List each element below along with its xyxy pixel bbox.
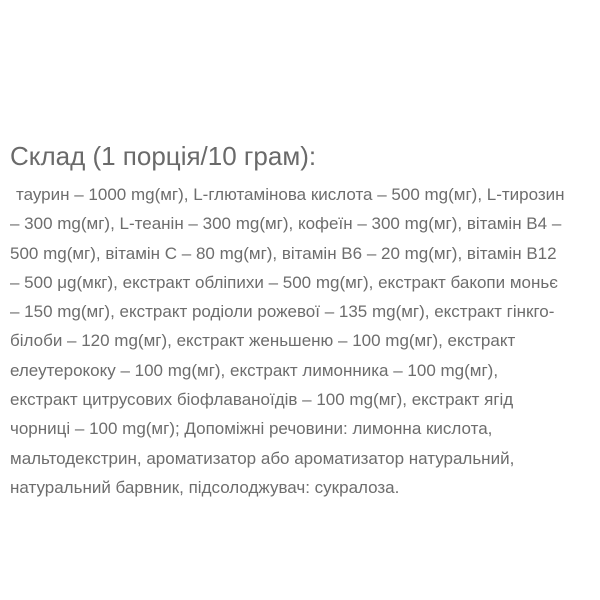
composition-line: натуральний барвник, підсолоджувач: сукралоза. <box>10 477 400 497</box>
composition-line: екстракт цитрусових біофлаваноїдів – 100 mg(мг), екстракт ягід <box>10 390 514 410</box>
composition-line: – 150 mg(мг), екстракт родіоли рожевої – 135 mg(мг), екстракт гінкго- <box>10 302 555 322</box>
composition-line: таурин – 1000 mg(мг), L-глютамінова кислота – 500 mg(мг), L-тирозин <box>16 185 565 204</box>
composition-line: 500 mg(мг), вітамін С – 80 mg(мг), вітамін B6 – 20 mg(мг), вітамін B12 <box>10 243 557 263</box>
composition-title: Склад (1 порція/10 грам): <box>10 141 317 171</box>
composition-line: – 300 mg(мг), L-теанін – 300 mg(мг), кофеїн – 300 mg(мг), вітамін B4 – <box>10 214 562 234</box>
composition-line: мальтодекстрин, ароматизатор або ароматизатор натуральний, <box>10 448 515 468</box>
composition-text <box>10 180 595 502</box>
composition-line: – 500 μg(мкг), екстракт обліпихи – 500 mg(мг), екстракт бакопи моньє <box>10 272 558 292</box>
composition-line: білоби – 120 mg(мг), екстракт женьшеню – 100 mg(мг), екстракт <box>10 331 516 351</box>
composition-line: елеутерококу – 100 mg(мг), екстракт лимонника – 100 mg(мг), <box>10 360 499 380</box>
composition-line: чорниці – 100 mg(мг); Допоміжні речовини: лимонна кислота, <box>10 419 493 439</box>
